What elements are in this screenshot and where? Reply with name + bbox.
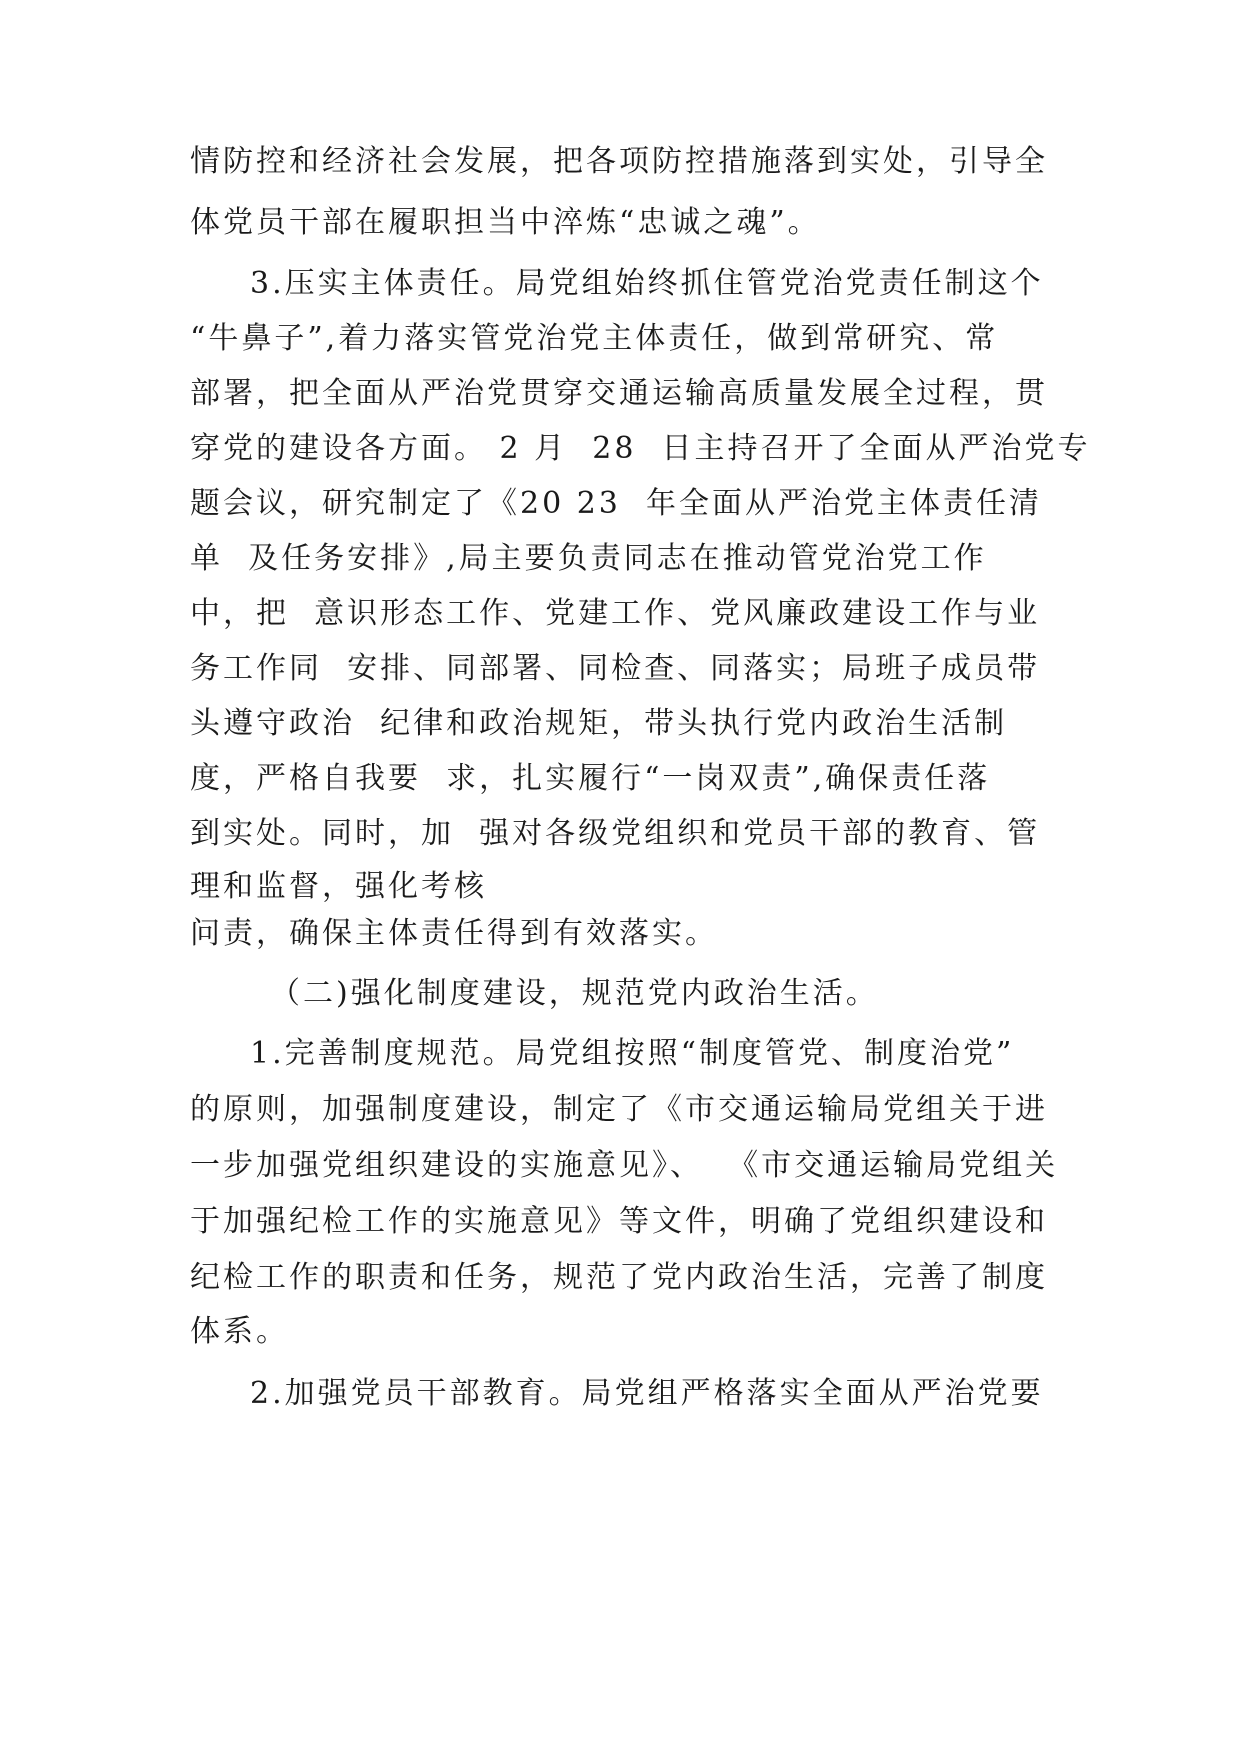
body-text-line: 穿党的建设各方面。 2 月 28 日主持召开了全面从严治党专 bbox=[190, 431, 1091, 466]
body-text-line: 纪检工作的职责和任务，规范了党内政治生活，完善了制度 bbox=[190, 1260, 1048, 1295]
body-text-line: 问责，确保主体责任得到有效落实。 bbox=[190, 916, 718, 951]
body-text-line: 度，严格自我要 求，扎实履行“一岗双责”,确保责任落 bbox=[190, 761, 991, 796]
body-text-line: 体党员干部在履职担当中淬炼“忠诚之魂”。 bbox=[190, 205, 821, 240]
body-text-line: 中，把 意识形态工作、党建工作、党风廉政建设工作与业 bbox=[190, 596, 1041, 631]
body-text-line: 体系。 bbox=[190, 1314, 289, 1349]
body-text-line: 到实处。同时，加 强对各级党组织和党员干部的教育、管 bbox=[190, 816, 1041, 851]
body-text-line: 题会议，研究制定了《20 23 年全面从严治党主体责任清 bbox=[190, 486, 1042, 521]
body-text-line: 务工作同 安排、同部署、同检查、同落实；局班子成员带 bbox=[190, 651, 1041, 686]
body-text-line: 情防控和经济社会发展，把各项防控措施落到实处，引导全 bbox=[190, 144, 1048, 179]
body-text-line: 部署，把全面从严治党贯穿交通运输高质量发展全过程，贯 bbox=[190, 376, 1048, 411]
section-heading: （二)强化制度建设，规范党内政治生活。 bbox=[270, 976, 879, 1011]
body-text-line: 于加强纪检工作的实施意见》等文件，明确了党组织建设和 bbox=[190, 1204, 1048, 1239]
paragraph-heading-line: 3.压实主体责任。局党组始终抓住管党治党责任制这个 bbox=[250, 266, 1044, 301]
body-text-line: 的原则，加强制度建设，制定了《市交通运输局党组关于进 bbox=[190, 1092, 1048, 1127]
paragraph-heading-line: 1.完善制度规范。局党组按照“制度管党、制度治党” bbox=[250, 1036, 1015, 1071]
body-text-line: 头遵守政治 纪律和政治规矩，带头执行党内政治生活制 bbox=[190, 706, 1008, 741]
body-text-line: 理和监督，强化考核 bbox=[190, 869, 487, 904]
body-text-line: 单 及任务安排》,局主要负责同志在推动管党治党工作 bbox=[190, 541, 987, 576]
body-text-line: “牛鼻子”,着力落实管党治党主体责任，做到常研究、常 bbox=[190, 321, 999, 356]
paragraph-heading-line: 2.加强党员干部教育。局党组严格落实全面从严治党要 bbox=[250, 1376, 1044, 1411]
body-text-line: 一步加强党组织建设的实施意见》、 《市交通运输局党组关 bbox=[190, 1148, 1059, 1183]
